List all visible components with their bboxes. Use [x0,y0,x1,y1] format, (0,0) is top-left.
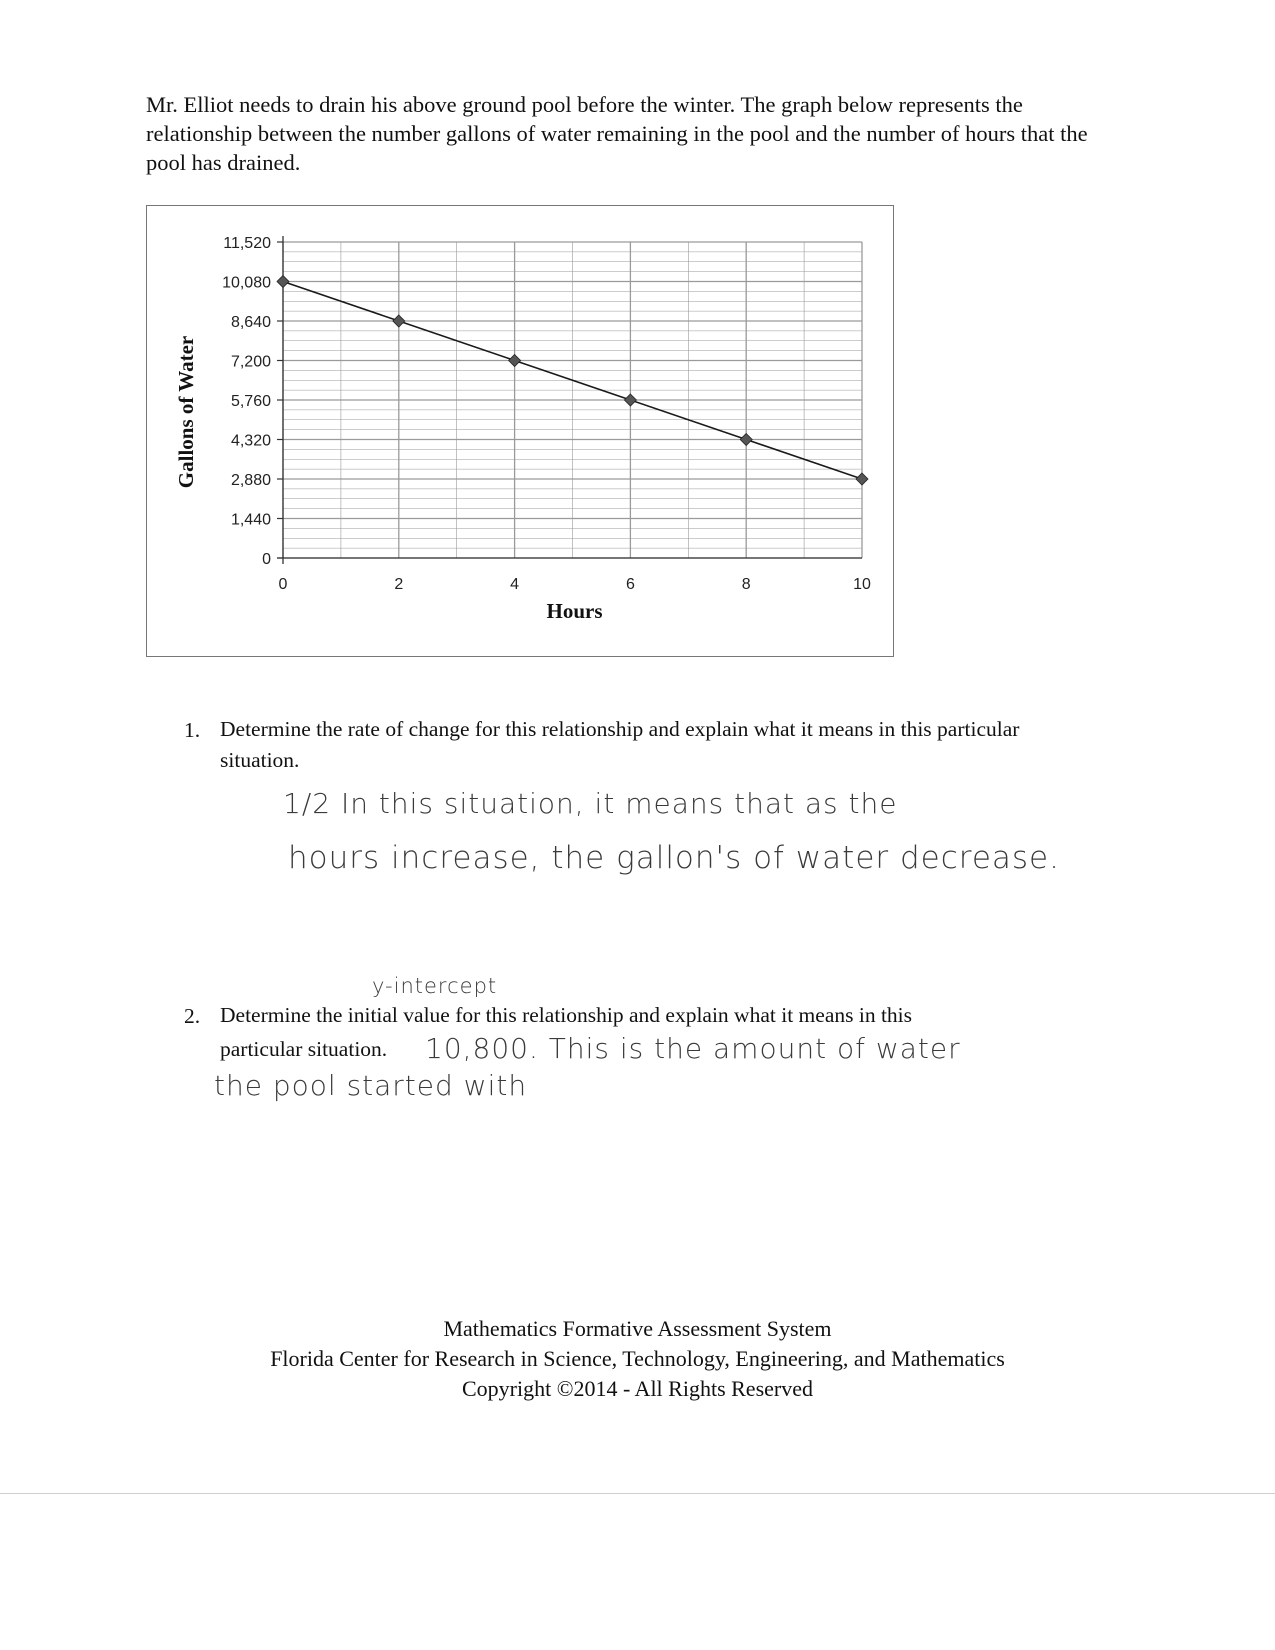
y-axis-title: Gallons of Water [174,335,198,489]
question-1-text: Determine the rate of change for this relationship and explain what it means in this particular situation. [220,717,1020,772]
x-tick-label: 2 [394,576,404,593]
y-tick-label: 5,760 [230,393,271,410]
intro-paragraph: Mr. Elliot needs to drain his above ground pool before the winter. The graph below represents the relationship between the number gallons of water remaining in the pool and the number of hours that the pool has drained. [146,92,1088,175]
answer-2-line-2: the pool started with [214,1069,528,1102]
x-tick-label: 8 [741,576,751,593]
footer-line-2: Florida Center for Research in Science, Technology, Engineering, and Mathematics [270,1346,1005,1371]
footer-line-1: Mathematics Formative Assessment System [443,1316,832,1341]
x-tick-label: 4 [510,576,520,593]
footer [0,1314,1275,1404]
chart-frame [146,205,894,657]
y-tick-label: 7,200 [230,353,271,371]
line-chart [147,206,895,658]
answer-1-line-1: 1/2 In this situation, it means that as the [283,787,898,820]
data-point [393,315,405,327]
question-1-number: 1. [184,718,201,742]
y-intercept-note: y-intercept [372,974,498,998]
answer-1-line-2: hours increase, the gallon's of water decrease. [288,840,1060,876]
x-tick-label: 10 [853,576,871,593]
y-tick-label: 8,640 [230,314,271,331]
y-tick-label: 1,440 [230,511,271,529]
y-tick-label: 4,320 [230,432,271,450]
x-tick-label: 6 [625,576,635,593]
data-point [277,276,289,288]
question-2-text-line-1: Determine the initial value for this relationship and explain what it means in this [220,1003,913,1027]
y-tick-label: 11,520 [223,235,271,252]
footer-line-3: Copyright ©2014 - All Rights Reserved [462,1376,813,1401]
x-axis-title: Hours [546,599,603,623]
data-point [856,473,868,485]
question-2-text-line-2: particular situation. [220,1037,388,1061]
data-point [740,434,752,446]
scan-edge-line [0,1493,1275,1494]
answer-2-inline: 10,800. This is the amount of water [425,1032,961,1065]
question-2-number: 2. [184,1004,201,1028]
x-tick-label: 0 [278,576,288,593]
y-tick-label: 10,080 [222,274,271,292]
y-tick-label: 0 [262,551,271,568]
data-point [624,394,636,406]
data-point [509,355,521,367]
y-tick-label: 2,880 [230,472,271,489]
